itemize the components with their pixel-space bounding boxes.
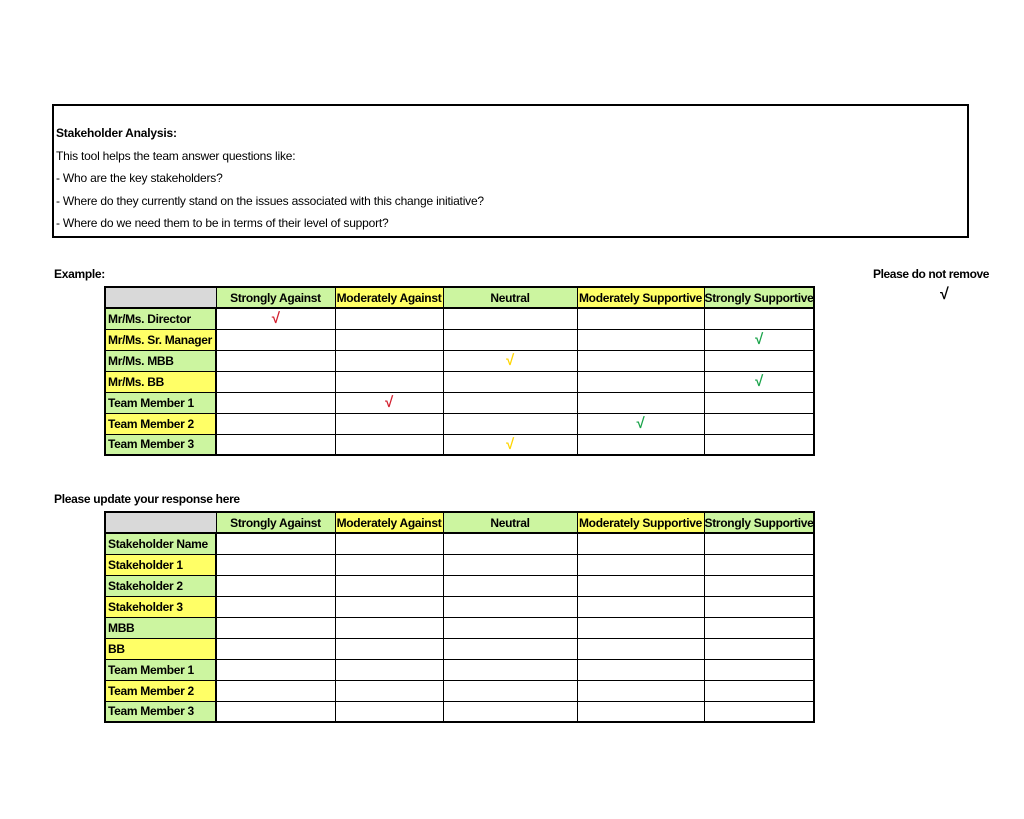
example-row-label: Mr/Ms. BB [105,371,216,392]
response-input-cell[interactable] [443,659,577,680]
example-cell [443,350,577,371]
response-input-cell[interactable] [443,575,577,596]
example-row [105,413,814,434]
response-row [105,554,814,575]
response-input-cell[interactable] [335,701,443,722]
response-row [105,575,814,596]
checkmark-icon: √ [755,331,763,348]
response-input-cell[interactable] [335,554,443,575]
response-input-cell[interactable] [443,554,577,575]
response-input-cell[interactable] [704,680,814,701]
response-row [105,659,814,680]
response-row-label: Stakeholder Name [105,533,216,554]
example-cell [335,350,443,371]
response-input-cell[interactable] [577,638,704,659]
example-col-strongly-supportive: Strongly Supportive [704,287,814,308]
example-label: Example: [54,267,105,281]
response-input-cell[interactable] [704,638,814,659]
response-input-cell[interactable] [335,680,443,701]
example-cell [335,371,443,392]
example-row [105,308,814,329]
example-cell [704,413,814,434]
example-table-body [105,308,814,455]
example-col-neutral: Neutral [443,287,577,308]
response-row [105,701,814,722]
response-input-cell[interactable] [335,659,443,680]
example-col-moderately-against: Moderately Against [335,287,443,308]
example-cell [704,434,814,455]
example-row-label: Team Member 1 [105,392,216,413]
checkmark-icon: √ [506,352,514,369]
response-input-cell[interactable] [577,701,704,722]
example-row-label: Mr/Ms. Director [105,308,216,329]
example-cell [704,329,814,350]
example-row-label: Team Member 3 [105,434,216,455]
intro-line-1: This tool helps the team answer questions like: [56,148,296,163]
response-row [105,533,814,554]
example-cell [216,329,335,350]
response-input-cell[interactable] [577,680,704,701]
response-input-cell[interactable] [443,533,577,554]
side-note: Please do not remove [873,267,990,281]
checkmark-icon: √ [385,394,393,411]
response-input-cell[interactable] [335,617,443,638]
response-table [104,511,815,723]
example-row [105,392,814,413]
intro-line-2: - Who are the key stakeholders? [56,171,223,185]
example-cell [577,434,704,455]
example-row [105,371,814,392]
response-col-moderately-supportive: Moderately Supportive [577,512,704,533]
example-cell [704,371,814,392]
response-input-cell[interactable] [216,554,335,575]
response-input-cell[interactable] [216,701,335,722]
response-input-cell[interactable] [704,554,814,575]
example-cell [577,371,704,392]
example-row [105,350,814,371]
response-input-cell[interactable] [216,638,335,659]
example-cell [335,329,443,350]
response-input-cell[interactable] [335,596,443,617]
response-row-label: BB [105,638,216,659]
example-row-label: Team Member 2 [105,413,216,434]
response-input-cell[interactable] [704,701,814,722]
example-corner-cell [105,287,216,308]
response-header-row [105,512,814,533]
response-input-cell[interactable] [443,638,577,659]
example-row-label: Mr/Ms. Sr. Manager [105,329,216,350]
response-input-cell[interactable] [335,575,443,596]
response-input-cell[interactable] [704,659,814,680]
response-input-cell[interactable] [216,596,335,617]
example-cell [577,350,704,371]
example-col-strongly-against: Strongly Against [216,287,335,308]
response-input-cell[interactable] [577,617,704,638]
example-cell [704,308,814,329]
response-input-cell[interactable] [443,596,577,617]
response-row-label: Stakeholder 3 [105,596,216,617]
intro-title: Stakeholder Analysis: [56,126,177,140]
response-input-cell[interactable] [443,701,577,722]
intro-line-3: - Where do they currently stand on the issues associated with this change initiative? [56,193,484,208]
response-col-moderately-against: Moderately Against [335,512,443,533]
example-row-label: Mr/Ms. MBB [105,350,216,371]
checkmark-icon: √ [506,435,514,453]
example-cell [577,329,704,350]
response-col-strongly-supportive: Strongly Supportive [704,512,814,533]
example-row [105,434,814,455]
example-cell [216,434,335,455]
intro-box [52,104,969,238]
example-cell [216,371,335,392]
response-row-label: Team Member 2 [105,680,216,701]
side-note-checkmark: √ [940,286,949,303]
response-corner-cell [105,512,216,533]
example-cell [443,434,577,455]
example-cell [443,413,577,434]
response-row [105,638,814,659]
response-input-cell[interactable] [704,575,814,596]
response-row [105,680,814,701]
response-input-cell[interactable] [443,617,577,638]
example-table [104,286,815,456]
response-row [105,617,814,638]
example-cell [577,413,704,434]
response-input-cell[interactable] [704,617,814,638]
example-cell [443,308,577,329]
example-cell [335,392,443,413]
response-input-cell[interactable] [577,533,704,554]
response-input-cell[interactable] [443,680,577,701]
response-input-cell[interactable] [577,659,704,680]
example-cell [443,371,577,392]
response-row-label: Team Member 3 [105,701,216,722]
example-cell [216,308,335,329]
response-input-cell[interactable] [216,659,335,680]
example-cell [577,392,704,413]
response-input-cell[interactable] [704,596,814,617]
checkmark-icon: √ [755,373,763,390]
example-cell [335,413,443,434]
example-cell [335,308,443,329]
response-input-cell[interactable] [335,533,443,554]
example-cell [216,350,335,371]
example-cell [443,329,577,350]
intro-line-4: - Where do we need them to be in terms of their level of support? [56,216,389,230]
example-cell [443,392,577,413]
response-row-label: Team Member 1 [105,659,216,680]
response-row [105,596,814,617]
response-input-cell[interactable] [335,638,443,659]
response-input-cell[interactable] [704,533,814,554]
response-row-label: Stakeholder 1 [105,554,216,575]
response-input-cell[interactable] [216,575,335,596]
response-input-cell[interactable] [577,575,704,596]
response-input-cell[interactable] [577,596,704,617]
response-col-neutral: Neutral [443,512,577,533]
response-input-cell[interactable] [216,680,335,701]
response-row-label: Stakeholder 2 [105,575,216,596]
checkmark-icon: √ [271,310,280,328]
response-row-label: MBB [105,617,216,638]
response-table-body [105,533,814,722]
example-cell [216,392,335,413]
checkmark-icon: √ [636,415,645,432]
example-cell [577,308,704,329]
example-cell [216,413,335,434]
example-cell [704,350,814,371]
response-input-cell[interactable] [216,533,335,554]
example-cell [704,392,814,413]
example-cell [335,434,443,455]
response-col-strongly-against: Strongly Against [216,512,335,533]
response-input-cell[interactable] [216,617,335,638]
example-header-row [105,287,814,308]
response-input-cell[interactable] [577,554,704,575]
response-label: Please update your response here [54,492,240,506]
example-row [105,329,814,350]
example-col-moderately-supportive: Moderately Supportive [577,287,704,308]
